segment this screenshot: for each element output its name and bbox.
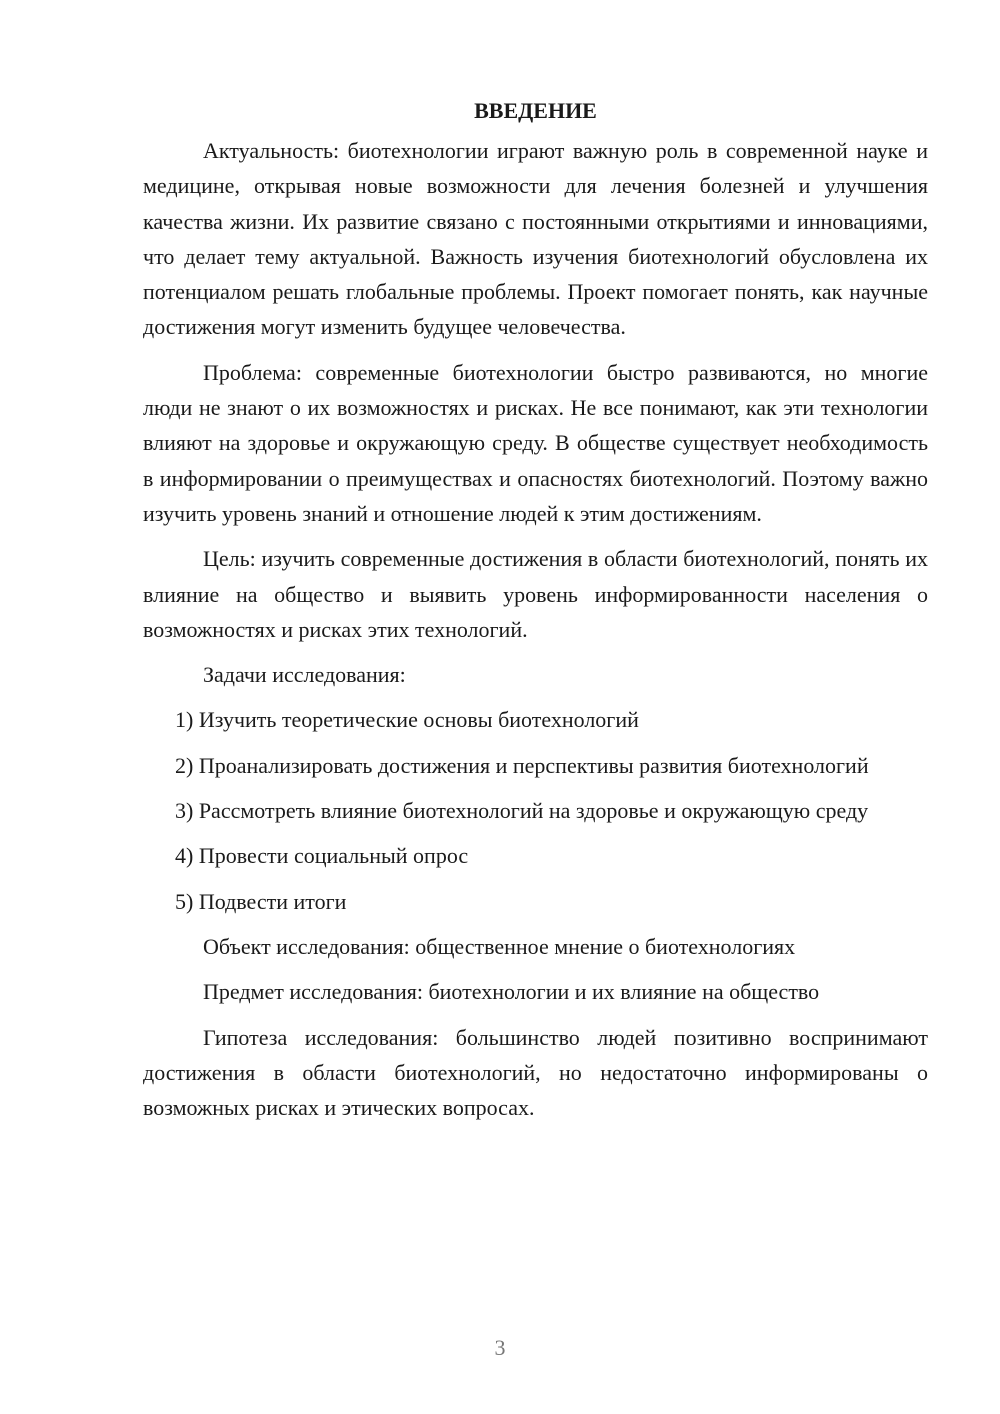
task-item-1: 1) Изучить теоретические основы биотехнологий xyxy=(175,707,639,733)
goal-paragraph: Цель: изучить современные достижения в области биотехнологий, понять их влияние на общество и выявить уровень информированности населения о возможностях и рисках этих технологий. xyxy=(143,546,928,642)
section-title: ВВЕДЕНИЕ xyxy=(474,98,597,123)
task-item-3: 3) Рассмотреть влияние биотехнологий на здоровье и окружающую среду xyxy=(175,798,869,824)
problem-paragraph: Проблема: современные биотехнологии быстро развиваются, но многие люди не знают о их возможностях и рисках. Не все понимают, как эти технологии влияют на здоровье и окружающую среду. В обществе существует необходимость в информировании о преимуществах и опасностях биотехнологий. Поэтому важно изучить уровень знаний и отношение людей к этим достижениям. xyxy=(143,359,928,526)
page-body xyxy=(143,93,928,1125)
task-item-5: 5) Подвести итоги xyxy=(175,888,347,914)
research-subject: Предмет исследования: биотехнологии и их влияние на общество xyxy=(203,979,820,1005)
page-number: 3 xyxy=(494,1335,506,1360)
task-item-4: 4) Провести социальный опрос xyxy=(175,843,469,869)
research-object: Объект исследования: общественное мнение о биотехнологиях xyxy=(203,933,796,959)
relevance-paragraph: Актуальность: биотехнологии играют важную роль в современной науке и медицине, открывая новые возможности для лечения болезней и улучшения качества жизни. Их развитие связано с постоянными открытиями и инновациями, что делает тему актуальной. Важность изучения биотехнологий обусловлена их потенциалом решать глобальные проблемы. Проект помогает понять, как научные достижения могут изменить будущее человечества. xyxy=(143,138,928,340)
tasks-heading: Задачи исследования: xyxy=(203,662,406,688)
research-hypothesis: Гипотеза исследования: большинство людей позитивно воспринимают достижения в области биотехнологий, но недостаточно информированы о возможных рисках и этических вопросах. xyxy=(143,1024,928,1121)
task-item-2: 2) Проанализировать достижения и перспективы развития биотехнологий xyxy=(175,752,869,778)
